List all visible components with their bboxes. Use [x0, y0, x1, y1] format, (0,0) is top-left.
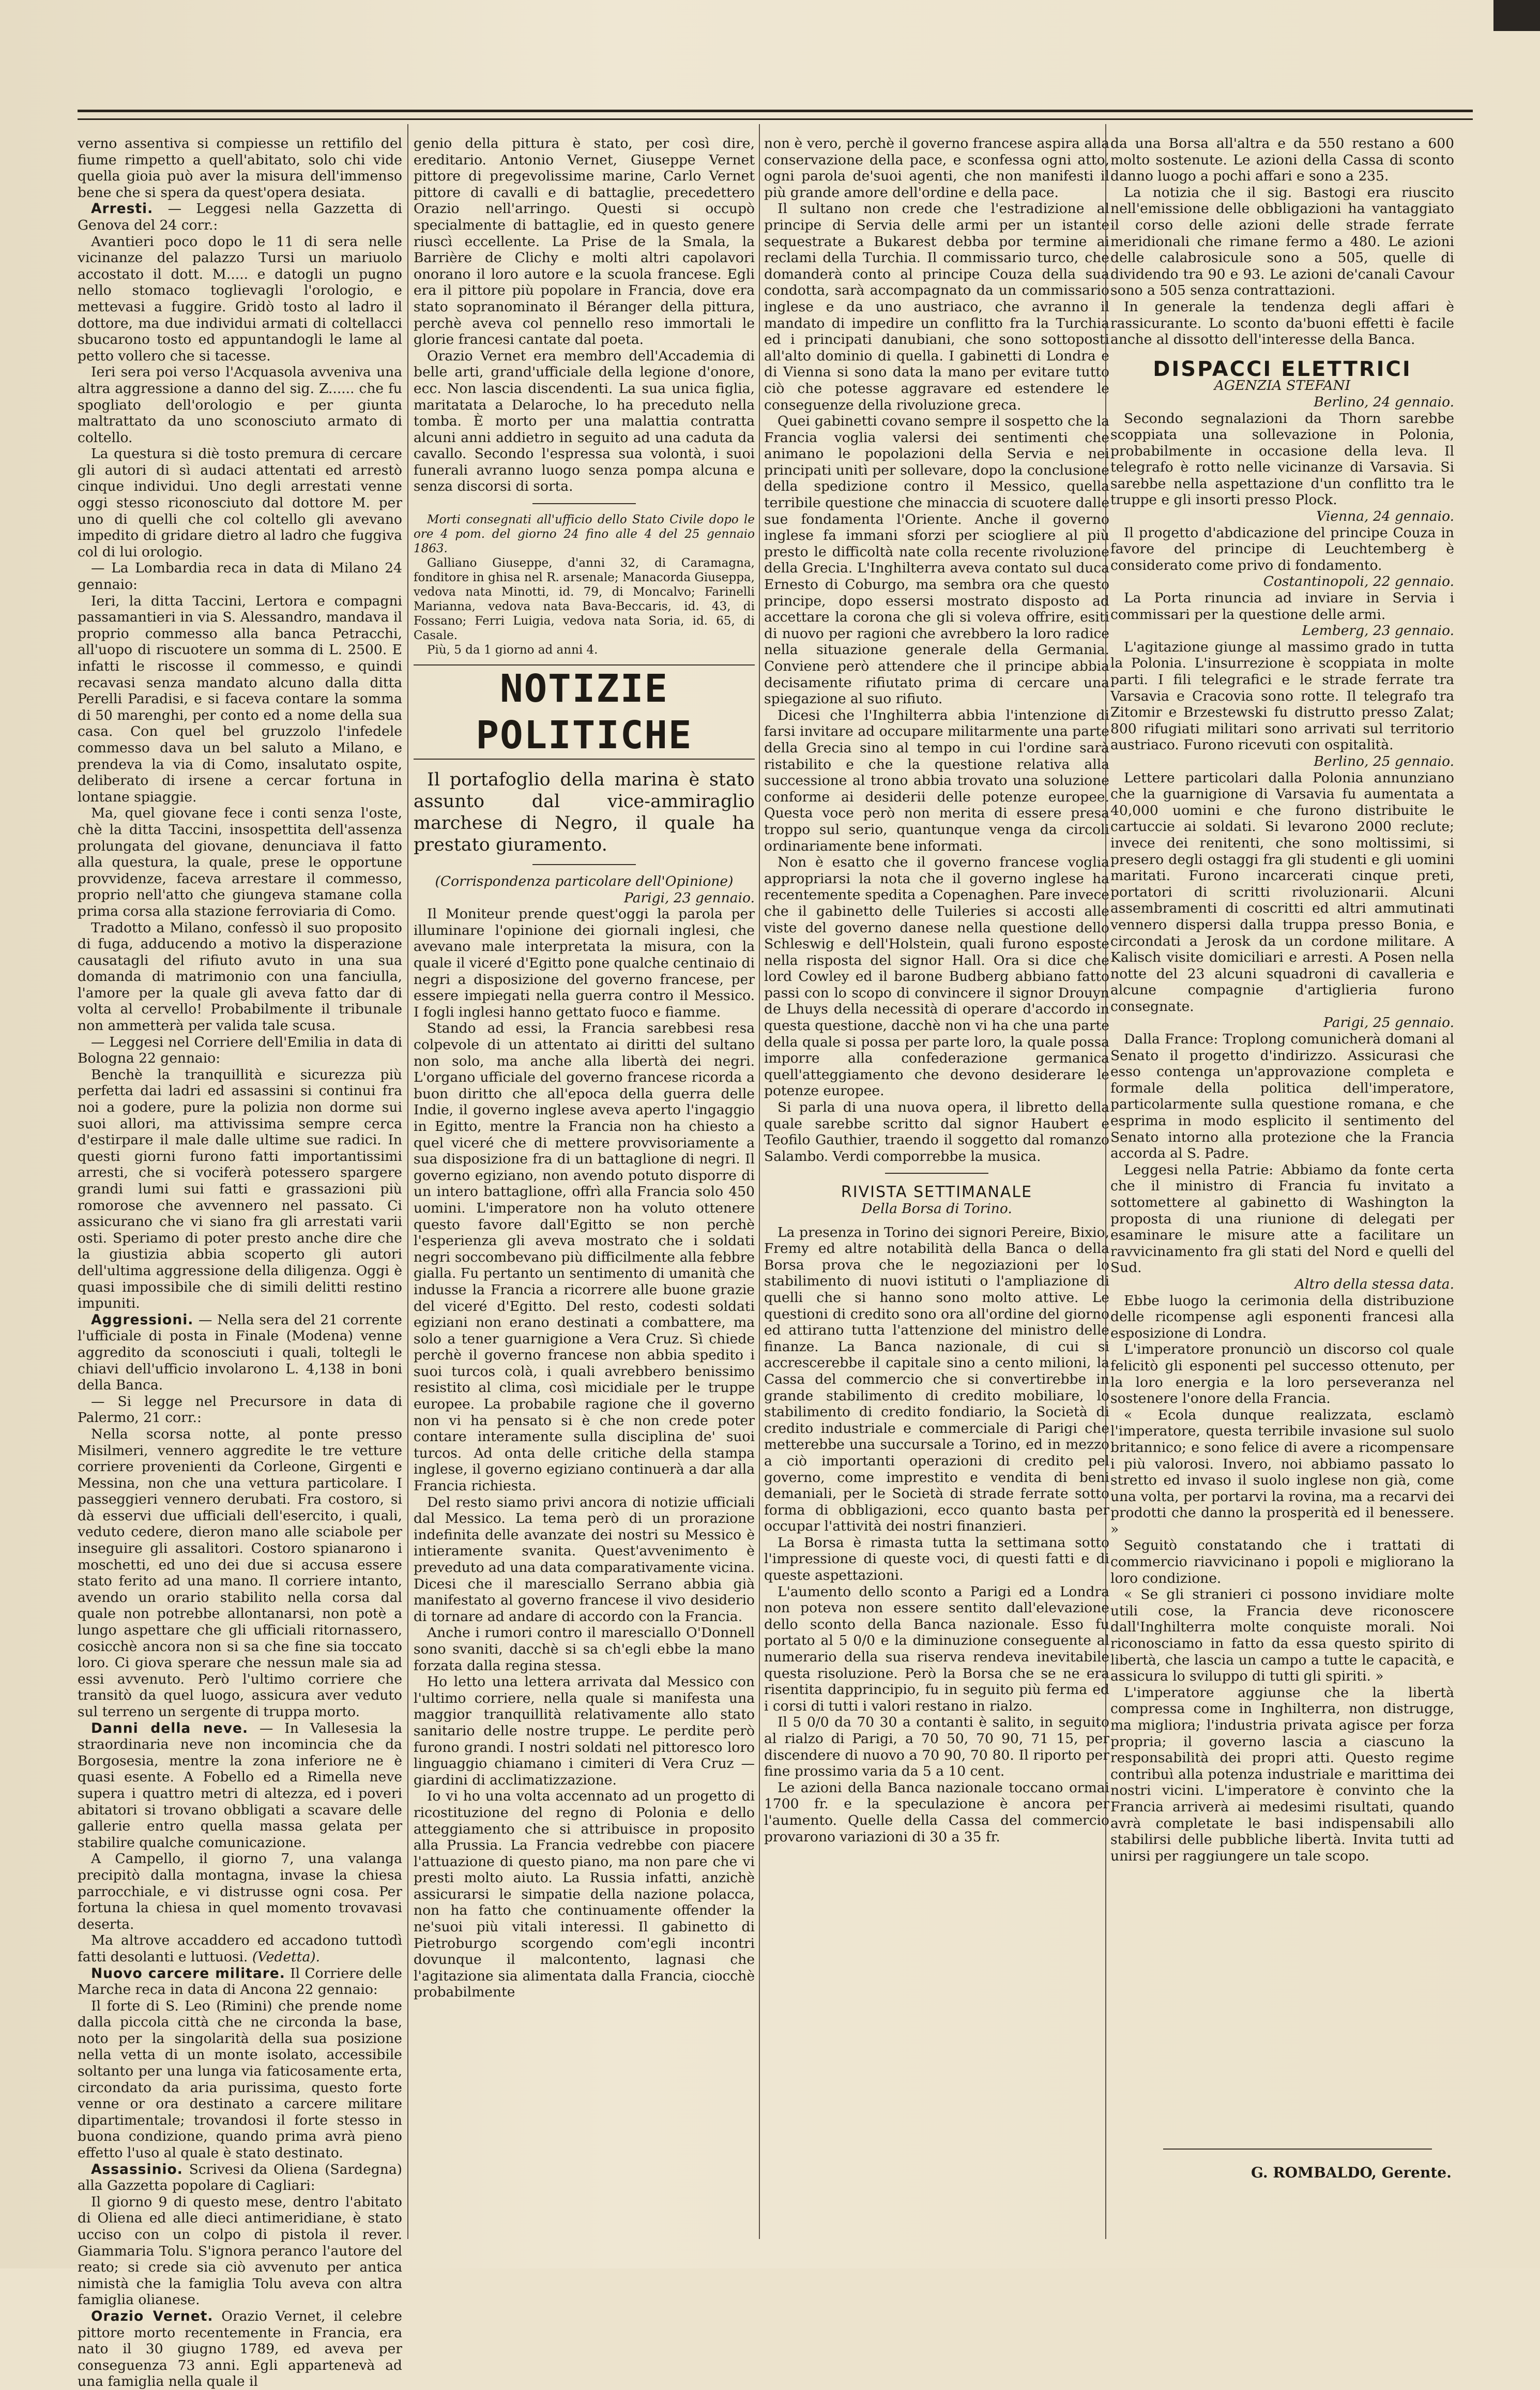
article-paragraph: [78, 1932, 402, 1965]
section-keyword: Nuovo carcere militare.: [91, 1965, 285, 1981]
article-paragraph: Leggesi nella Patrie: Abbiamo da fonte certa che il ministro di Francia fu invitato a sottomettere al gabinetto di Washington la proposta di una riunione di delegati per esaminare le misure atte a facilitare un ravvicinamento fra gli stati del Nord e quelli del Sud.: [1110, 1161, 1454, 1276]
article-paragraph: Lettere particolari dalla Polonia annunziano che la guarnigione di Varsavia fu aumentata a 40,000 uomini e che furono distribuite le cartuccie ai soldati. Si levarono 2000 reclute; invece dei renitenti, che sono moltissimi, si presero degli ostaggi fra gli studenti e gli uomini maritati. Furono incarcerati cinque preti, portatori di scritti rivoluzionarii. Alcuni assembramenti di coscritti ed altri ammutinati vennero dispersi dalla truppa presso Bonia, e circondati a Jerosk da un cordone militare. A Kalisch visite domiciliari e arresti. A Posen nella notte del 23 alcuni squadroni di cavalleria e alcune compagnie d'artiglieria furono consegnate.: [1110, 769, 1454, 1015]
article-paragraph: [78, 201, 402, 233]
article-paragraph: Anche i rumori contro il maresciallo O'Donnell sono svaniti, dacchè si sa ch'egli ebbe la mano forzata dalla regina stessa.: [414, 1625, 755, 1674]
dateline: Costantinopoli, 22 gennaio.: [1263, 573, 1454, 590]
deaths-heading: Morti consegnati all'ufficio dello Stato Civile dopo le ore 4 pom. del giorno 24 fino alle 4 del 25 gennaio 1863.: [414, 513, 755, 556]
article-text: — In Vallesesia la straordinaria neve non incomincia che da Borgosesia, mentre la zona inferiore ne è quasi esente. A Fobello ed a Rimella neve supera i quattro metri di altezza, ed i poveri abitatori si trovano obbligati a scavare delle gallerie entro quella massa gelata per stabilire qualche comunicazione.: [78, 1720, 402, 1851]
article-text: Orazio Vernet, il celebre pittore morto recentemente in Francia, era nato il 30 giugno 1789, ed aveva per conseguenza 73 anni. Egli appartenevà ad una famiglia nella quale il: [78, 2308, 402, 2390]
article-paragraph: [78, 1312, 402, 1394]
article-paragraph: non è vero, perchè il governo francese aspira alla conservazione della pace, e sconfessa ogni atto, ogni parola de'suoi agenti, che non manifesti il più grande amore dell'ordine e della pace.: [764, 135, 1109, 201]
section-headline: NOTIZIE POLITICHE: [414, 664, 755, 760]
article-paragraph: [78, 2161, 402, 2194]
article-paragraph: Nella scorsa notte, al ponte presso Misilmeri, vennero aggredite le tre vetture corriere provenienti da Corleone, Girgenti e Messina, non che una vettura particolare. I passeggieri vennero derubati. Fra costoro, si dà esservi due ufficiali dell'esercito, i quali, veduto cedere, dieron mano alle sciabole per inseguire gli assalitori. Costoro spianarono i moschetti, ed uno dei due si accusa essere stato ferito ad una mano. Il corriere intanto, avendo un orario stabilito nella corsa dal quale non potrebbe allontanarsi, non potè a lungo aspettare che gli ufficiali ritornassero, cosicchè ancora non si sa che fine sia toccato loro. Ci giova sperare che nessun male sia ad essi avvenuto. Però l'ultimo corriere che transitò da quel luogo, assicura aver veduto sul terreno un sergente di truppa morto.: [78, 1426, 402, 1720]
column-1: [78, 135, 402, 2390]
article-paragraph: Quei gabinetti covano sempre il sospetto che la Francia voglia valersi dei sentimenti che animano le popolazioni della Servia e nei principati unitì per sollevare, dopo la conclusione della spedizione contro il Messico, quella terribile questione che minaccia di scuotere dalle sue fondamenta l'Oriente. Anche il governo inglese fa immani sforzi per sciogliere al più presto le difficoltà nate colla recente rivoluzione della Grecia. L'Inghilterra aveva contato sul duca Ernesto di Coburgo, ma sembra ora che questo principe, dopo essersi mostrato disposto ad accettare la corona che gli si voleva offrire, esiti di nuovo per ragioni che avrebbero la loro radice nella situazione generale della Germania. Conviene però attendere che il principe abbia decisamente rifiutato prima di cercare una spiegazione al suo rifiuto.: [764, 413, 1109, 707]
column-4: [1110, 135, 1454, 2245]
article-paragraph: Dalla France: Troplong comunicherà domani al Senato il progetto d'indirizzo. Assicurasi che esso contenga un'approvazione completa e formale della politica dell'imperatore, particolarmente sulla questione romana, e che esprima in modo esplicito il sentimento del Senato intorno alla protezione che la Francia accorda al S. Padre.: [1110, 1031, 1454, 1162]
article-paragraph: Il forte di S. Leo (Rimini) che prende nome dalla piccola città che ne circonda la base, noto per la singolarità della sua posizione nella vetta di un monte isolato, accessibile soltanto per una lunga via faticosamente erta, circondato da aria purissima, questo forte venne or ora destinato a carcere militare dipartimentale; trovandosi il forte stesso in buona condizione, quando prima avrà pieno effetto l'uso al quale è stato destinato.: [78, 1998, 402, 2161]
section-keyword: Assassinio.: [91, 2161, 183, 2177]
dispatches-heading: DISPACCI ELETTRICI: [1153, 357, 1412, 381]
article-paragraph: Benchè la tranquillità e sicurezza più perfetta dai ladri ed assassini si continui fra noi a godere, pure la polizia non dorme sui suoi allori, ma attivissima sempre cerca d'estirpare il male dalle ultime sue radici. In questi giorni furono fatti importantissimi arresti, che si vociferà potessero spargere grandi lumi sui fatti e grassazioni più romorose che avvennero nel passato. Ci assicurano che vi siano fra gli arrestati varii osti. Speriamo di poter presto anche dire che la giustizia abbia scoperto gli autori dell'ultima aggressione della diligenza. Oggi è quasi impossibile che di simili delitti restino impuniti.: [78, 1066, 402, 1312]
article-paragraph: L'imperatore pronunciò un discorso col quale felicitò gli esponenti pel successo ottenuto, per la loro energia e la loro perseveranza nel sostenere l'onore della Francia.: [1110, 1341, 1454, 1407]
dateline: Parigi, 23 gennaio.: [624, 889, 755, 906]
article-paragraph: « Se gli stranieri ci possono invidiare molte utili cose, la Francia deve riconoscere dall'Inghilterra molte conquiste morali. Noi riconosciamo in fatto da essa questo spirito di libertà, che lascia un campo a tutte le capacità, e assicura lo sviluppo di tutti gli spiriti. »: [1110, 1586, 1454, 1685]
article-text: — Leggesi nella Gazzetta di Genova del 24 corr.:: [78, 201, 402, 233]
article-paragraph: « Ecola dunque realizzata, esclamò l'imperatore, questa terribile invasione sul suolo britannico; e sono felice di avere a ricompensare i più valorosi. Invero, noi abbiamo passato lo stretto ed invaso il suolo inglese non già, come una volta, per portarvi la rovina, ma a recarvi dei prodotti che danno la prosperità ed il benessere. »: [1110, 1406, 1454, 1537]
article-paragraph: Secondo segnalazioni da Thorn sarebbe scoppiata una sollevazione in Polonia, probabilmente in occasione della leva. Il telegrafo è rotto nelle vicinanze di Varsavia. Si sarebbe nella aspettazione d'un conflitto tra le truppe e gli insorti presso Plock.: [1110, 410, 1454, 508]
article-paragraph: La presenza in Torino dei signori Pereire, Bixio, Fremy ed altre notabilità della Banca o della Borsa prova che le negoziazioni per lo stabilimento di nuovi istituti o l'ampliazione di quelli che si hanno sono molto attive. Le questioni di credito sono ora all'ordine del giorno ed attirano tutta l'attenzione del ministro delle finanze. La Banca nazionale, di cui si accrescerebbe il capitale sino a cento milioni, la Cassa del commercio che si convertirebbe in grande stabilimento di credito mobiliare, lo stabilimento di credito fondiario, la Società di credito industriale e commerciale di Parigi che metterebbe una succursale a Torino, ed in mezzo a ciò importanti operazioni di credito pel governo, come imprestito e vendita di beni demaniali, per le Società di strade ferrate sotto forma di obbligazioni, ecco quanto basta per occupar l'attività dei nostri finanzieri.: [764, 1224, 1109, 1535]
article-text: Il Corriere delle Marche reca in data di Ancona 22 gennaio:: [78, 1965, 402, 1998]
article-paragraph: Dicesi che l'Inghilterra abbia l'intenzione di farsi invitare ad occupare militarmente una parte della Grecia sino al tempo in cui l'ordine sarà ristabilito e che la questione relativa alla successione al trono abbia trovato una soluzione conforme ai desiderii delle potenze europee. Questa voce però non merita di essere presa troppo sul serio, quantunque venga da circoli ordinariamente bene informati.: [764, 707, 1109, 854]
article-text: Ma altrove accaddero ed accadono tuttodì fatti desolanti e luttuosi.: [78, 1932, 402, 1965]
divider: [885, 1173, 988, 1174]
article-paragraph: Ieri sera poi verso l'Acquasola avveniva una altra aggressione a danno del sig. Z...... che fu spogliato dell'orologio e per giunta maltrattato da uno sconosciuto armato di coltello.: [78, 364, 402, 446]
article-paragraph: Io vi ho una volta accennato ad un progetto di ricostituzione del regno di Polonia e dello atteggiamento che si attribuisce in proposito alla Prussia. La Francia vedrebbe con piacere l'attuazione di questo piano, ma non pare che vi presti molto aiuto. La Russia infatti, anzichè assicurarsi le simpatie della nazione polacca, non ha fatto che continuamente offender la ne'suoi più vitali interessi. Il gabinetto di Pietroburgo scorgendo com'egli incontri dovunque il malcontento, lagnasi che l'agitazione sia alimentata dalla Francia, ciocchè probabilmente: [414, 1788, 755, 2001]
article-text: Scrivesi da Oliena (Sardegna) alla Gazzetta popolare di Cagliari:: [78, 2161, 402, 2194]
article-paragraph: Del resto siamo privi ancora di notizie ufficiali dal Messico. La tema però di un prorazione indefinita delle avanzate dei nostri su Messico è intieramente svanita. Quest'avvenimento è preveduto ad una data comparativamente vicina. Dicesi che il maresciallo Serrano abbia già manifestato al governo francese il vivo desiderio di tornare ad andare di accordo con la Francia.: [414, 1494, 755, 1625]
dateline: Berlino, 24 gennaio.: [1314, 394, 1454, 410]
deaths-list: Galliano Giuseppe, d'anni 32, di Caramagna, fonditore in ghisa nel R. arsenale; Manacorda Giuseppa, vedova nata Minotti, id. 79, di Moncalvo; Farinelli Marianna, vedova nata Bava-Beccaris, id. 43, di Fossano; Ferri Luigia, vedova nata Soria, id. 65, di Casale.: [414, 556, 755, 643]
article-paragraph: La questura si diè tosto premura di cercare gli autori di sì audaci attentati ed arrestò cinque individui. Uno degli arrestati venne oggi stesso riconosciuto dal dottore M. per uno di quelli che col coltello gli avevano impedito di gridare dietro al ladro che fuggiva col di lui orologio.: [78, 446, 402, 560]
section-keyword: Arresti.: [91, 201, 154, 217]
article-paragraph: Avantieri poco dopo le 11 di sera nelle vicinanze del palazzo Tursi un mariuolo accostato il dott. M..... e datogli un pugno nello stomaco toglievagli l'orologio, e mettevasi a fuggire. Gridò tosto al ladro il dottore, ma due individui armati di coltellacci sbucarono tosto ed appuntandogli le lame al petto vollero che si tacesse.: [78, 233, 402, 364]
article-paragraph: Ma, quel giovane fece i conti senza l'oste, chè la ditta Taccini, insospettita dell'assenza prolungata del giovane, denunciava il fatto alla questura, la quale, prese le opportune provvidenze, faceva arrestare il commesso, proprio nell'atto che giungeva stamane colla prima corsa alla stazione ferroviaria di Como.: [78, 805, 402, 919]
correspondence-label: (Corrispondenza particolare dell'Opinione): [435, 873, 734, 890]
article-paragraph: Il progetto d'abdicazione del principe Couza in favore del principe di Leuchtemberg è considerato come privo di fondamento.: [1110, 524, 1454, 573]
signature-rule: [1163, 2149, 1432, 2150]
article-paragraph: da una Borsa all'altra e da 550 restano a 600 molto sostenute. Le azioni della Cassa di sconto danno luogo a pochi affari e sono a 235.: [1110, 135, 1454, 185]
article-paragraph: Seguitò constatando che i trattati di commercio riavvicinano i popoli e migliorano la loro condizione.: [1110, 1537, 1454, 1586]
dateline: Lemberg, 23 gennaio.: [1302, 623, 1454, 639]
article-paragraph: Le azioni della Banca nazionale toccano ormai 1700 fr. e la speculazione è ancora per l'aumento. Quelle della Cassa del commercio provarono variazioni di 30 a 35 fr.: [764, 1779, 1109, 1845]
article-paragraph: — Si legge nel Precursore in data di Palermo, 21 corr.:: [78, 1393, 402, 1426]
dateline: Altro della stessa data.: [1294, 1276, 1454, 1292]
divider: [532, 864, 636, 865]
page-corner-shadow: [1493, 0, 1540, 31]
article-paragraph: Il Moniteur prende quest'oggi la parola per illuminare l'opinione dei giornali inglesi, che avevano male interpretata la misura, con la quale il viceré d'Egitto pone qualche centinaio di negri a disposizione del governo francese, per essere impiegati nella guerra contro il Messico. I fogli inglesi hanno gettato fuoco e fiamme.: [414, 906, 755, 1020]
article-paragraph: [78, 1720, 402, 1851]
dateline: Vienna, 24 gennaio.: [1316, 508, 1454, 525]
article-paragraph: Ebbe luogo la cerimonia della distribuzione delle ricompense agli esponenti francesi alla esposizione di Londra.: [1110, 1292, 1454, 1341]
article-paragraph: A Campello, il giorno 7, una valanga precipitò dalla montagna, invase la chiesa parrocchiale, e vi distrusse ogni cosa. Per fortuna la chiesa in quel momento trovavasi deserta.: [78, 1851, 402, 1932]
article-paragraph: La Porta rinuncia ad inviare in Servia i commissari per la questione delle armi.: [1110, 590, 1454, 623]
rivista-subheading: Della Borsa di Torino.: [861, 1201, 1012, 1217]
article-paragraph: Tradotto a Milano, confessò il suo proposito di fuga, adducendo a motivo la disperazione causatagli del rifiuto avuto in una sua domanda di matrimonio con una fanciulla, l'amore per la quale gli aveva fatto dar di volta al cervello! Probabilmente il tribunale non ammetterà per valida tale scusa.: [78, 919, 402, 1034]
deaths-extra: Più, 5 da 1 giorno ad anni 4.: [427, 643, 598, 657]
column-3: [764, 135, 1109, 2245]
article-paragraph: La Borsa è rimasta tutta la settimana sotto l'impressione di queste voci, di questi fatti e di queste aspettazioni.: [764, 1534, 1109, 1584]
article-paragraph: Si parla di una nuova opera, il libretto della quale sarebbe scritto dal signor Haubert e Teofilo Gauthier, traendo il soggetto dal romanzo Salambo. Verdi comporrebbe la musica.: [764, 1099, 1109, 1164]
article-paragraph: Il 5 0/0 da 70 30 a contanti è salito, in seguito al rialzo di Parigi, a 70 50, 70 90, 71 15, per discendere di nuovo a 70 90, 70 80. Il riporto per fine prossimo varia da 5 a 10 cent.: [764, 1714, 1109, 1780]
article-paragraph: — La Lombardia reca in data di Milano 24 gennaio:: [78, 560, 402, 593]
dateline: Berlino, 25 gennaio.: [1314, 753, 1454, 769]
section-keyword: Aggressioni.: [91, 1311, 194, 1328]
article-paragraph: L'imperatore aggiunse che la libertà compressa come in Inghilterra, non distrugge, ma migliora; l'industria privata agisce per forza propria; il governo lascia a ciascuno la responsabilità dei propri atti. Questo regime contribuì alla potenza industriale e marittima dei nostri vicini. L'imperatore è convinto che la Francia arriverà ai medesimi risultati, quando avrà completate le basi indispensabili allo stabilirsi delle pubbliche libertà. Invita tutti ad unirsi per raggiungere un tale scopo.: [1110, 1684, 1454, 1864]
article-paragraph: Stando ad essi, la Francia sarebbesi resa colpevole di un attentato ai diritti del sultano non solo, ma anche alla libertà dei negri. L'organo ufficiale del governo francese ricorda a buon diritto che all'epoca della guerra delle Indie, il governo inglese aveva aperto l'ingaggio in Egitto, mentre la Francia non ha chiesto a quel viceré che di mettere provvisoriamente a sua disposizione fra di un battaglione di negri. Il governo egiziano, non avendo potuto disporre di un intero battaglione, offrì alla Francia solo 450 uomini. L'imperatore non ha voluto ottenere questo favore dall'Egitto se non perchè l'esperienza gli aveva mostrato che i soldati negri soccombevano più difficilmente alla febbre gialla. Fu pertanto un sentimento di umanità che indusse la Francia a ricorrere alle buone grazie del viceré d'Egitto. Del resto, codesti soldati egiziani non erano destinati a combattere, ma solo a tener guarnigione a Vera Cruz. Sì chiede perchè il governo francese non abbia spedito i suoi turcos colà, i quali avrebbero benissimo resistito al clima, così micidiale per le truppe europee. La probabile ragione che il governo non vi ha pensato si è che non crede poter contare interamente sulla disciplina de' suoi turcos. Ad onta delle critiche della stampa inglese, il governo egiziano continuerà a dar alla Francia richiesta.: [414, 1020, 755, 1494]
divider: [532, 503, 636, 504]
section-keyword: Danni della neve.: [91, 1720, 249, 1736]
article-paragraph: Non è esatto che il governo francese voglia appropriarsi la nota che il governo inglese ha recentemente spedita a Copenaghen. Pare invece che il gabinetto delle Tuileries si accosti alle viste del governo danese nella questione dello Schleswig e dell'Holstein, quali furono esposte nella risposta del signor Hall. Ora si dice che lord Cowley ed il barone Budberg abbiano fatto passi con lo scopo di convincere il signor Drouyn de Lhuys della necessità di operare d'accordo in questa questione, dacchè non vi ha che una parte della quale si possa per parte loro, la quale possa imporre alla confederazione germanica quell'atteggiamento che devono desiderare le potenze europee.: [764, 854, 1109, 1099]
column-separator: [759, 124, 760, 2239]
article-paragraph: L'aumento dello sconto a Parigi ed a Londra non poteva non essere sentito dall'elevazione dello sconto della Banca nazionale. Esso fu portato al 5 0/0 e la diminuzione conseguente al numerario della sua riserva rendeva inevitabile questa risoluzione. Però la Borsa che se ne era risentita dapprincipio, fu in seguito più ferma ed i corsi di tutti i valori restano in rialzo.: [764, 1583, 1109, 1714]
article-paragraph: Ieri, la ditta Taccini, Lertora e compagni passamantieri in via S. Alessandro, mandava il proprio commesso alla banca Petracchi, all'uopo di riscuotere un somma di L. 2500. E infatti le riscosse il commesso, e quindi recavasi senza mandato alcuno dalla ditta Perelli Paradisi, e si faceva contare la somma di 50 marenghi, per conto ed a nome della sua casa. Con quel bel gruzzolo l'infedele commesso dava un bel saluto a Milano, e prendeva la via di Como, insalutato ospite, deliberato di irsene a cercar fortuna in lontane spiaggie.: [78, 593, 402, 805]
agency-label: AGENZIA STEFANI: [1214, 377, 1351, 394]
article-paragraph: genio della pittura è stato, per così dire, ereditario. Antonio Vernet, Giuseppe Vernet pittore di pregevolissime marine, Carlo Vernet pittore di cavalli e di battaglie, precedettero Orazio nell'arringo. Questi si occupò specialmente di battaglie, ed in questo genere riuscì eccellente. La Prise de la Smala, la Barrière de Clichy e molti altri capolavori onorano il loro autore e la scuola francese. Egli era il pittore più popolare in Francia, dove era stato sopranominato il Béranger della pittura, perchè aveva col pennello reso immortali le glorie francesi cantate dal poeta.: [414, 135, 755, 348]
column-separator: [407, 124, 408, 2239]
article-paragraph: Orazio Vernet era membro dell'Accademia di belle arti, grand'ufficiale della legione d'onore, ecc. Non lascia discendenti. La sua unica figlia, maritatata a Delaroche, lo ha preceduto nella tomba. È morto per una malattia contratta alcuni anni addietro in seguito ad una caduta da cavallo. Secondo l'espressa sua volontà, i suoi funerali avranno luogo senza pompa alcuna e senza discorsi di sorta.: [414, 347, 755, 495]
article-paragraph: La notizia che il sig. Bastogi era riuscito nell'emissione delle obbligazioni ha vantaggiato il corso delle azioni delle strade ferrate meridionali che rimane fermo a 480. Le azioni delle calabrosicule sono a 505, quelle di dividendo tra 90 e 93. Le azioni de'canali Cavour sono a 505 senza contrattazioni.: [1110, 184, 1454, 299]
article-paragraph: Il sultano non crede che l'estradizione al principe di Servia delle armi per un istante sequestrate a Bukarest debba por termine ai reclami della Turchia. Il commissario turco, che domanderà conto al principe Couza della sua condotta, sarà accompagnato da un commissario inglese e da uno austriaco, che avranno il mandato di impedire un conflitto fra la Turchia ed i principati danubiani, che sono sottoposti all'alto dominio di quella. I gabinetti di Londra e di Vienna si sono data la mano per evitare tutto ciò che potesse aggravare ed estendere le conseguenze della rivoluzione greca.: [764, 201, 1109, 413]
article-paragraph: [78, 2308, 402, 2390]
article-paragraph: verno assentiva si compiesse un rettifilo del fiume rimpetto a quell'abitato, solo chi vide quella gioia può aver la misura dell'immenso bene che si spera da quest'opera desiata.: [78, 135, 402, 201]
lead-paragraph: Il portafoglio della marina è stato assunto dal vice-ammiraglio marchese di Negro, il quale ha prestato giuramento.: [414, 769, 755, 856]
dateline: Parigi, 25 gennaio.: [1323, 1015, 1454, 1031]
article-paragraph: [78, 1965, 402, 1998]
source-credit: (Vedetta).: [252, 1948, 321, 1965]
article-paragraph: In generale la tendenza degli affari è rassicurante. Lo sconto da'buoni effetti è facile anche al dissotto dell'interesse della Banca.: [1110, 298, 1454, 348]
top-double-rule: [78, 110, 1473, 120]
rivista-heading: RIVISTA SETTIMANALE: [841, 1183, 1033, 1202]
section-keyword: Orazio Vernet.: [91, 2308, 214, 2324]
signature: G. ROMBALDO, Gerente.: [1251, 2164, 1452, 2181]
article-paragraph: Ho letto una lettera arrivata dal Messico con l'ultimo corriere, nella quale si manifesta una maggior tranquillità relativamente allo stato sanitario delle nostre truppe. Le perdite però furono grandi. I nostri soldati nel pittoresco loro linguaggio chiamano i cimiteri di Vera Cruz — giardini di acclimatizzazione.: [414, 1674, 755, 1788]
article-paragraph: — Leggesi nel Corriere dell'Emilia in data di Bologna 22 gennaio:: [78, 1034, 402, 1067]
article-paragraph: Il giorno 9 di questo mese, dentro l'abitato di Oliena ed alle dieci antimeridiane, è stato ucciso con un colpo di pistola il rever. Giammaria Tolu. S'ignora peranco l'autore del reato; si crede sia ciò avvenuto per antica nimistà che la famiglia Tolu aveva con altra famiglia olianese.: [78, 2194, 402, 2308]
column-2: [414, 135, 755, 2245]
article-text: — Nella sera del 21 corrente l'ufficiale di posta in Finale (Modena) venne aggredito da sconosciuti i quali, toltegli le chiavi dell'ufficio involarono L. 4,138 in boni della Banca.: [78, 1311, 402, 1394]
article-paragraph: L'agitazione giunge al massimo grado in tutta la Polonia. L'insurrezione è scoppiata in molte parti. I fili telegrafici e le strade ferrate tra Varsavia e Cracovia sono rotte. Il telegrafo tra Zitomir e Brzestewski fu distrutto presso Zalat; 800 rifugiati militari sono arrivati sul territorio austriaco. Furono ricevuti con ospitalità.: [1110, 639, 1454, 753]
